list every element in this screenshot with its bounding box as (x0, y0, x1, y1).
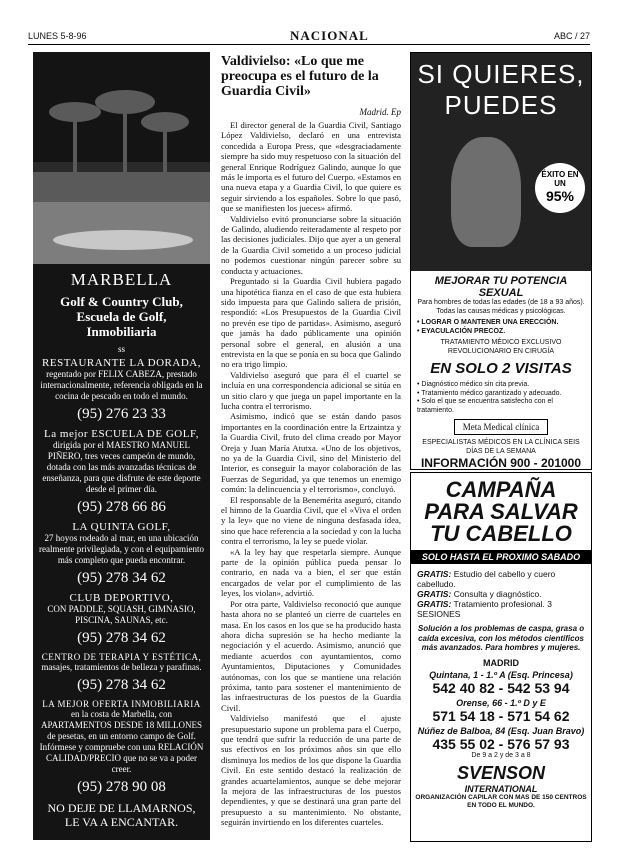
phone-number: 571 54 18 - 571 54 62 (432, 707, 570, 724)
golf-course-photo (33, 52, 210, 264)
page-header (28, 28, 590, 45)
phone-number: (95) 278 34 62 (77, 570, 166, 586)
article-paragraph: El director general de la Guardia Civil, Santiago López Valdivielso, declaró en una entrevista concedida a Europa Press, que «desgraciadamente siempre ha sido muy respetuoso con la situación del general Enrique Rodríguez Galindo, aunque lo que más le importa es el futuro del Cuerpo. «Estamos en una nueva etapa y a Guardia Civil, lo que quiere es seguir sirviendo a los españoles. Sobre lo que pasó, que se manifiesten los jueces» afirmó. (221, 120, 401, 214)
campaign-banner: SOLO HASTA EL PROXIMO SABADO (411, 550, 591, 564)
article-paragraph: Asimismo, indicó que se están dando pasos importantes en la coordinación entre la Ertzaintza y la Guardia Civil, fruto del clima creado por Mayor Oreja y Juan María Atutxa. «Uno de los objetivos, no ya de la Guardia Civil, sino del Ministerio del Interior, es conseguir la mayor colaboración de las Fuerzas de Seguridad, ya que tenemos un enemigo común: la delincuencia y el terrorismo», concluyó. (221, 411, 401, 495)
article-paragraph: «A la ley hay que respetarla siempre. Aunque parte de la opinión pública pueda pensar lo contrario, en nada va a bien, el ser que están encargados de velar por el cumplimiento de las leyes, los violan», advirtió. (221, 546, 401, 599)
ad-bullets: • LOGRAR O MANTENER UNA ERECCIÓN. • EYACULACIÓN PRECOZ. (417, 319, 559, 335)
phone-number: (95) 278 34 62 (77, 630, 166, 646)
header-date: LUNES 5-8-96 (28, 31, 87, 41)
office-3: Núñez de Balboa, 84 (Esq. Juan Bravo) 435 55 02 - 576 57 93 (411, 726, 591, 752)
success-badge: ÉXITO EN UN 95% (535, 163, 585, 213)
potency-advertisement (410, 52, 592, 470)
contact-line: ESPECIALISTAS MÉDICOS EN LA CLÍNICA SEIS DÍAS DE LA SEMANA (422, 439, 580, 455)
office-1: Quintana, 1 - 1.º A (Esq. Princesa) 542 40 82 - 542 53 94 (411, 670, 591, 696)
article-paragraph: Valdivielso manifestó que el ajuste presupuestario supone un problema para el Cuerpo, que tendrá que sufrir la reducción de una parte de sus efectivos en los próximos años sin que ello disminuya los medios de los que dispone la Guardia Civil. En este sentido destacó la realización de grandes acuartelamientos, aunque se debe mejorar la mejora de las infraestructuras de los puestos dependientes, y que se destinará una gran parte del presupuesto a su mantenimiento. No obstante, seguirán invirtiendo en los diferentes cuarteles. (221, 713, 401, 828)
news-article (221, 52, 401, 842)
phone-number: (95) 278 34 62 (77, 677, 166, 693)
article-headline: Valdivielso: «Lo que me preocupa es el futuro de la Guardia Civil» (221, 54, 379, 99)
ad-notes: • Diagnóstico médico sin cita previa. • Tratamiento médico garantizado y adecuado. • Solo el que se encuentra satisfecho con el tratamiento. (417, 381, 562, 414)
ad-treatment: TRATAMIENTO MÉDICO EXCLUSIVO REVOLUCIONARIO EN CIRUGÍA (440, 339, 562, 355)
svenson-brand: SVENSON (456, 762, 546, 783)
phone-number: (95) 278 66 86 (77, 499, 166, 515)
ad-visits: EN SOLO 2 VISITAS (430, 360, 572, 377)
ad-item-therapy: CENTRO DE TERAPIA Y ESTÉTICA, masajes, tratamientos de belleza y parafinas. (95) 278 34 62 (33, 652, 210, 694)
phone-number: (95) 276 23 33 (77, 406, 166, 422)
clinic-logo: Meta Medical clínica (454, 419, 548, 435)
article-paragraph: Valdivielso aseguró que para él el cuartel se incluía en una correspondencia adicional se sitúa en un sitio claro y que juega un papel importante en la lucha contra el terrorismo. (221, 369, 401, 411)
article-paragraph: El responsable de la Benemérita aseguró, citando el himno de la Guardia Civil, que el «Viva el orden y la ley» que no viene de ninguna desfasada idea, sino que hace referencia a la sociedad y con la lucha contra el terrorismo, la ley se puede violar. (221, 494, 401, 547)
info-phone: INFORMACIÓN 900 - 201000 (420, 456, 582, 470)
ad-item-restaurant: RESTAURANTE LA DORADA, regentado por FELIX CABEZA, prestado internacionalmente, referencia obligada en la cocina de pescado en todo el mundo. (95) 276 23 33 (33, 357, 210, 423)
ad-item-quinta-golf: LA QUINTA GOLF, 27 hoyos rodeado al mar, en una ubicación realmente privilegiada, y con el equipamiento más completo que pueda encontrar. (95) 278 34 62 (33, 521, 210, 587)
header-section: NACIONAL (290, 28, 369, 43)
marbella-advertisement (33, 52, 210, 840)
hair-campaign-advertisement (410, 472, 592, 842)
ad-item-club: CLUB DEPORTIVO, CON PADDLE, SQUASH, GIMNASIO, PISCINA, SAUNAS, etc. (95) 278 34 62 (33, 592, 210, 647)
phone-number: 542 40 82 - 542 53 94 (432, 679, 570, 696)
solution-text: Solución a los problemas de caspa, grasa o caída excesiva, con los métodos científicos más avanzados. Para hombres y mujeres. (417, 624, 585, 652)
organization-text: ORGANIZACIÓN CAPILAR CON MAS DE 150 CENTROS EN TODO EL MUNDO. (415, 793, 587, 809)
article-byline: Madrid. Ep (359, 107, 401, 117)
city-label: MADRID (483, 657, 519, 668)
marbella-brand: MARBELLA (70, 270, 173, 289)
ad-title: MEJORAR TU POTENCIA SEXUAL (434, 275, 568, 299)
separator: ss (117, 344, 125, 354)
closing-slogan: NO DEJE DE LLAMARNOS, LE VA A ENCANTAR. (47, 801, 196, 829)
office-2: Orense, 66 - 1.º D y E 571 54 18 - 571 54 62 (411, 698, 591, 724)
article-paragraph: Valdivielso evitó pronunciarse sobre la situación de Galindo, aludiendo reiteradamente al respeto por las decisiones judiciales. Dijo que ayer a un general de la Guardia Civil sometido a un proceso judicial no podemos cuestionar ningún parecer sobre su conducta y actuaciones. (221, 213, 401, 276)
ad-item-golf-school: La mejor ESCUELA DE GOLF, dirigida por el MAESTRO MANUEL PIÑERO, tres veces campeón de mundo, dotada con las más avanzadas técnicas de enseñanza, para que disfrute de este deporte desde el primer día. (95) 278 66 86 (33, 428, 210, 516)
header-page: ABC / 27 (553, 31, 590, 41)
phone-number: 435 55 02 - 576 57 93 (432, 735, 570, 752)
ad-intro: Para hombres de todas las edades (de 18 a 93 años). Todas las causas médicas y psicológicas. (417, 299, 585, 315)
campaign-headline: CAMPAÑA PARA SALVAR TU CABELLO (424, 477, 578, 546)
phone-number: (95) 278 90 08 (77, 779, 166, 795)
opening-hours: De 9 a 2 y de 3 a 8 (471, 751, 531, 759)
ad-item-realestate: LA MEJOR OFERTA INMOBILIARIA en la costa de Marbella, con APARTAMENTOS DESDE 18 MILLONES de pesetas, en un entorno campo de Golf. Infórmese y compruebe con una RELACIÓN CALIDAD/PRECIO que no se va a poder creer. (95) 278 90 08 (33, 699, 210, 796)
svenson-subtitle: INTERNATIONAL (464, 783, 538, 794)
article-paragraph: Preguntado si la Guardia Civil hubiera pagado una hipotética fianza en el caso de que esta hubiera sido impuesta para que Galindo saliera de prisión, respondió: «Los Presupuestos de la Guardia Civil no prevén ese tipo de partidas». Asimismo, aseguró que jamás ha dado públicamente una opinión personal sobre el general, en alusión a una entrevista en la que se ponía en su boca que Galindo no era trigo limpio. (221, 276, 401, 370)
marbella-subtitle: Golf & Country Club, Escuela de Golf, Inmobiliaria (60, 294, 183, 339)
article-paragraph: Por otra parte, Valdivielso reconoció que aunque hasta ahora no se planteó un cierre de cuarteles en masa. En los casos en los que se ha producido hasta ahora dicha supresión se ha hecho mediante la negociación y el acuerdo. Asimismo, anunció que mediante acuerdos con ayuntamientos, como Ayuntamientos, Diputaciones y Comunidades autónomas, con los que se mantiene una relación próxima, tanto para sostener el mantenimiento de las infraestructuras de los puestos de la Guardia Civil. (221, 598, 401, 713)
couple-photo (451, 137, 521, 247)
ad-hero (411, 53, 591, 271)
ad-headline: SI QUIERES, PUEDES (417, 59, 585, 120)
free-services-list: GRATIS: Estudio del cabello y cuero cabelludo. GRATIS: Consulta y diagnóstico. GRATIS: Tratamiento profesional. 3 SESIONES (417, 569, 556, 619)
